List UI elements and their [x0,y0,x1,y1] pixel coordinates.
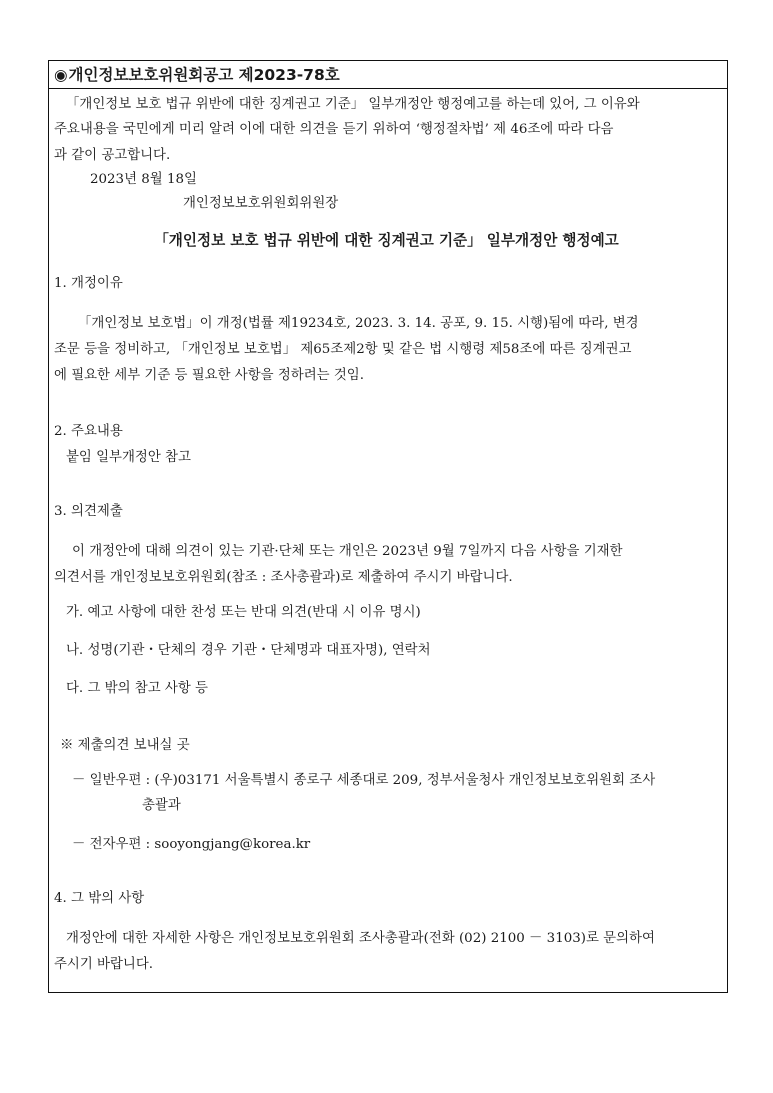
notice-signer: 개인정보보호위원회위원장 [183,196,339,211]
notice-body-line: 과 같이 공고합니다. [54,148,171,163]
section3-item: 다. 그 밖의 참고 사항 등 [66,681,208,696]
section3-heading: 3. 의견제출 [54,504,123,519]
document-title: 「개인정보 보호 법규 위반에 대한 징계권고 기준」 일부개정안 행정예고 [154,232,619,249]
notice-frame [48,60,728,993]
section4-line: 주시기 바랍니다. [54,957,154,972]
section1-heading: 1. 개정이유 [54,276,123,291]
bullet-icon: ◉ [54,66,68,84]
notice-body-line: 주요내용을 국민에게 미리 알려 이에 대한 의견을 듣기 위하여 ‘행정절차법’ 제 46조에 따라 다음 [54,122,614,137]
mail-address-line: － 일반우편 : (우)03171 서울특별시 종로구 세종대로 209, 정부서울청사 개인정보보호위원회 조사 [72,773,656,788]
section2-text: 붙임 일부개정안 참고 [66,450,191,465]
section1-line: 에 필요한 세부 기준 등 필요한 사항을 정하려는 것임. [54,368,364,383]
section4-line: 개정안에 대한 자세한 사항은 개인정보보호위원회 조사총괄과(전화 (02) 2100 － 3103)로 문의하여 [66,931,655,946]
section4-heading: 4. 그 밖의 사항 [54,891,145,906]
email-line: － 전자우편 : sooyongjang@korea.kr [72,837,311,852]
section1-line: 조문 등을 정비하고, 「개인정보 보호법」 제65조제2항 및 같은 법 시행령 제58조에 따른 징계권고 [54,342,632,357]
mail-address-line: 총괄과 [142,798,181,813]
title-divider [49,88,727,89]
section1-line: 「개인정보 보호법」이 개정(법률 제19234호, 2023. 3. 14. 공포, 9. 15. 시행)됨에 따라, 변경 [78,316,639,331]
notice-body-line: 「개인정보 보호 법규 위반에 대한 징계권고 기준」 일부개정안 행정예고를 하는데 있어, 그 이유와 [66,97,640,112]
section3-line: 이 개정안에 대해 의견이 있는 기관·단체 또는 개인은 2023년 9월 7일까지 다음 사항을 기재한 [72,544,623,559]
section3-item: 가. 예고 사항에 대한 찬성 또는 반대 의견(반대 시 이유 명시) [66,605,421,620]
section3-line: 의견서를 개인정보보호위원회(참조 : 조사총괄과)로 제출하여 주시기 바랍니다. [54,570,513,585]
notice-date: 2023년 8월 18일 [90,172,197,187]
submit-heading: ※ 제출의견 보내실 곳 [60,738,190,753]
section3-item: 나. 성명(기관・단체의 경우 기관・단체명과 대표자명), 연락처 [66,643,431,658]
section2-heading: 2. 주요내용 [54,424,123,439]
notice-title [54,66,340,84]
notice-title-text: 개인정보보호위원회공고 제2023-78호 [68,66,340,84]
